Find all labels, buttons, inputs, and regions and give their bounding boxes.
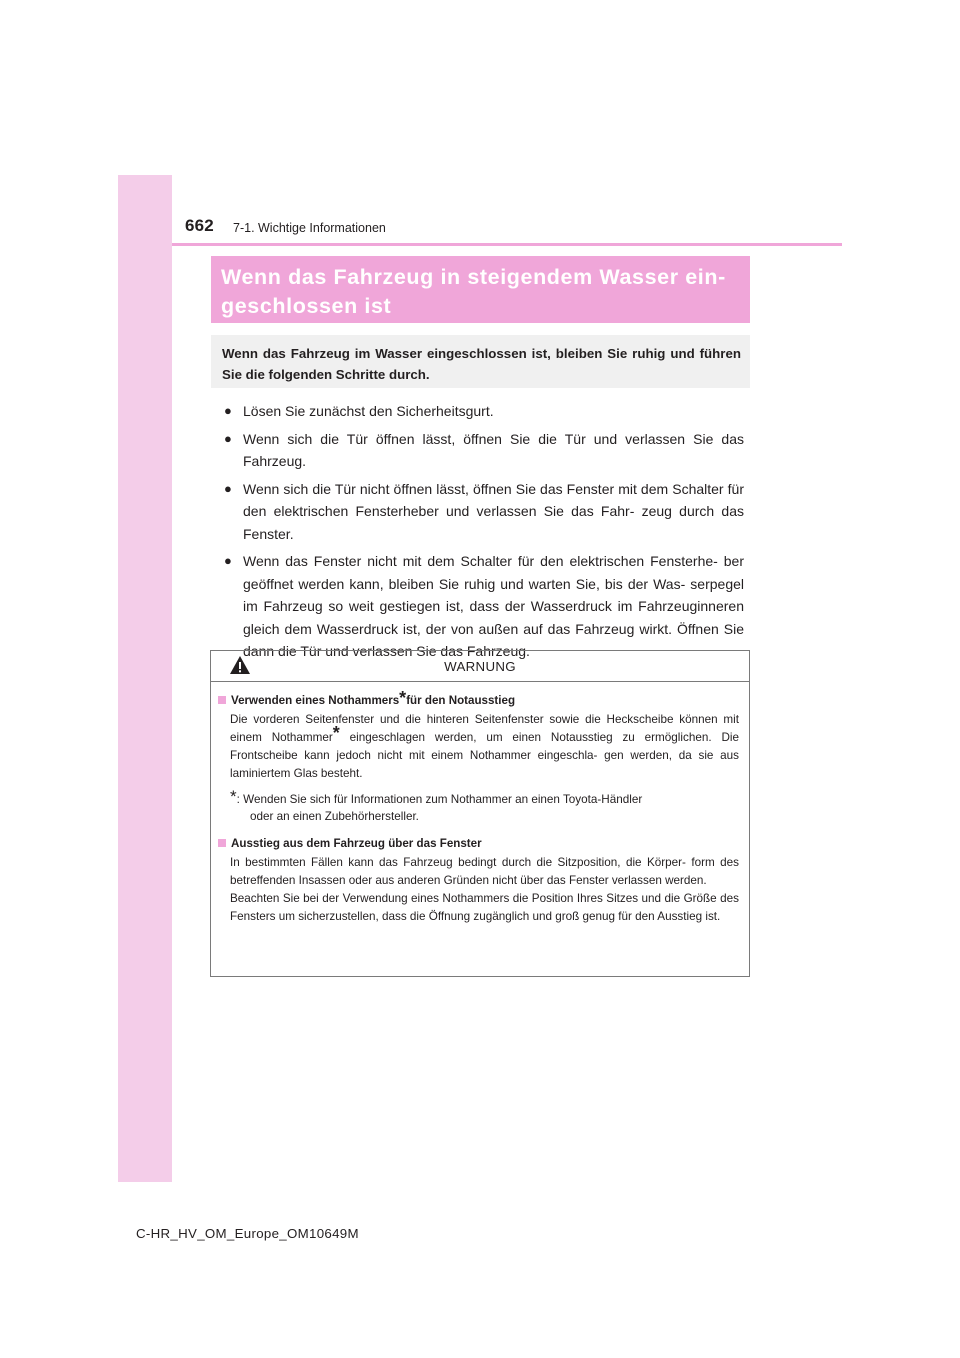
warning-paragraph [218, 711, 739, 783]
intro-text: Wenn das Fahrzeug im Wasser eingeschlossen ist, bleiben Sie ruhig und führen Sie die folgenden Schritte durch. [222, 346, 741, 382]
list-item [224, 428, 744, 473]
footnote-star: * [332, 723, 340, 743]
intro-box [211, 335, 750, 388]
square-bullet-icon [218, 696, 226, 704]
warning-paragraph: In bestimmten Fällen kann das Fahrzeug bedingt durch die Sitzposition, die Körper- form des betreffenden Insassen oder aus anderen Gründen nicht über das Fenster verlassen werden. [230, 856, 739, 887]
footnote [218, 787, 739, 825]
list-item [224, 400, 744, 423]
warning-heading-text: für den Notausstieg [406, 694, 516, 707]
warning-heading-emergency-hammer: Verwenden eines Nothammers * für den Notausstieg [218, 694, 739, 707]
header-rule [172, 243, 842, 246]
section-title-line-2: geschlossen ist [221, 294, 392, 318]
warning-heading-window-exit [218, 837, 739, 850]
list-item-text: Lösen Sie zunächst den Sicherheitsgurt. [243, 403, 494, 419]
warning-paragraph: Beachten Sie bei der Verwendung eines Nothammers die Position Ihres Sitzes und die Größe des Fensters um sicherzustellen, dass die Öffnung zugänglich und groß genug für den Ausstieg ist. [230, 892, 739, 923]
list-item [224, 550, 744, 663]
bullet-icon: ● [224, 403, 232, 418]
bullet-icon: ● [224, 553, 232, 568]
warning-header [211, 651, 749, 682]
warning-paragraph-text: eingeschlagen werden, um einen Notausstieg zu ermöglichen. Die Frontscheibe kann jedoch nicht mit einem Nothammer eingeschla- gen werden, da sie aus laminiertem Glas besteht. [230, 731, 739, 780]
footnote-text: oder an einen Zubehörhersteller. [250, 810, 419, 823]
page-number: 662 [185, 216, 214, 235]
warning-paragraph-text: Die vorderen Seitenfenster und die hinteren Seitenfenster sowie die Heckscheibe können mit einem Nothammer [230, 713, 739, 744]
warning-box [210, 650, 750, 977]
bullet-icon: ● [224, 480, 232, 496]
warning-body [211, 682, 749, 926]
side-margin-bar [118, 175, 172, 1182]
instruction-list [224, 400, 744, 668]
warning-label: WARNUNG [444, 658, 516, 674]
document-code: C-HR_HV_OM_Europe_OM10649M [136, 1226, 359, 1241]
section-title-line-1: Wenn das Fahrzeug in steigendem Wasser ein- [221, 265, 726, 289]
list-item-text: Wenn sich die Tür öffnen lässt, öffnen Sie die Tür und verlassen Sie das Fahrzeug. [243, 430, 744, 469]
warning-heading-text: Verwenden eines Nothammers [231, 694, 400, 707]
section-label: 7-1. Wichtige Informationen [233, 221, 386, 235]
list-item-text: Wenn das Fenster nicht mit dem Schalter für den elektrischen Fensterhe- ber geöffnet werden kann, bleiben Sie ruhig und warten Sie, bis der Was- serpegel im Fahrzeug so weit gestiegen ist, dass der Wasserdruck im Fahrzeuginneren gleich dem Wasserdruck ist, der von außen auf das Fahrzeug wirkt. Öffnen Sie dann die Tür und verlassen Sie das Fahrzeug. [243, 553, 744, 659]
footnote-text: : Wenden Sie sich für Informationen zum Nothammer an einen Toyota-Händler [236, 793, 643, 806]
list-item [224, 478, 744, 546]
warning-triangle-icon [229, 655, 251, 675]
footnote-star: * [230, 787, 237, 806]
square-bullet-icon [218, 839, 226, 847]
warning-heading-text: Ausstieg aus dem Fahrzeug über das Fenster [231, 837, 482, 850]
section-title-box [211, 256, 750, 323]
bullet-icon: ● [224, 430, 232, 446]
list-item-text: Wenn sich die Tür nicht öffnen lässt, öffnen Sie das Fenster mit dem Schalter für den elektrischen Fensterheber und verlassen Sie das Fahr- zeug durch das Fenster. [243, 480, 744, 542]
